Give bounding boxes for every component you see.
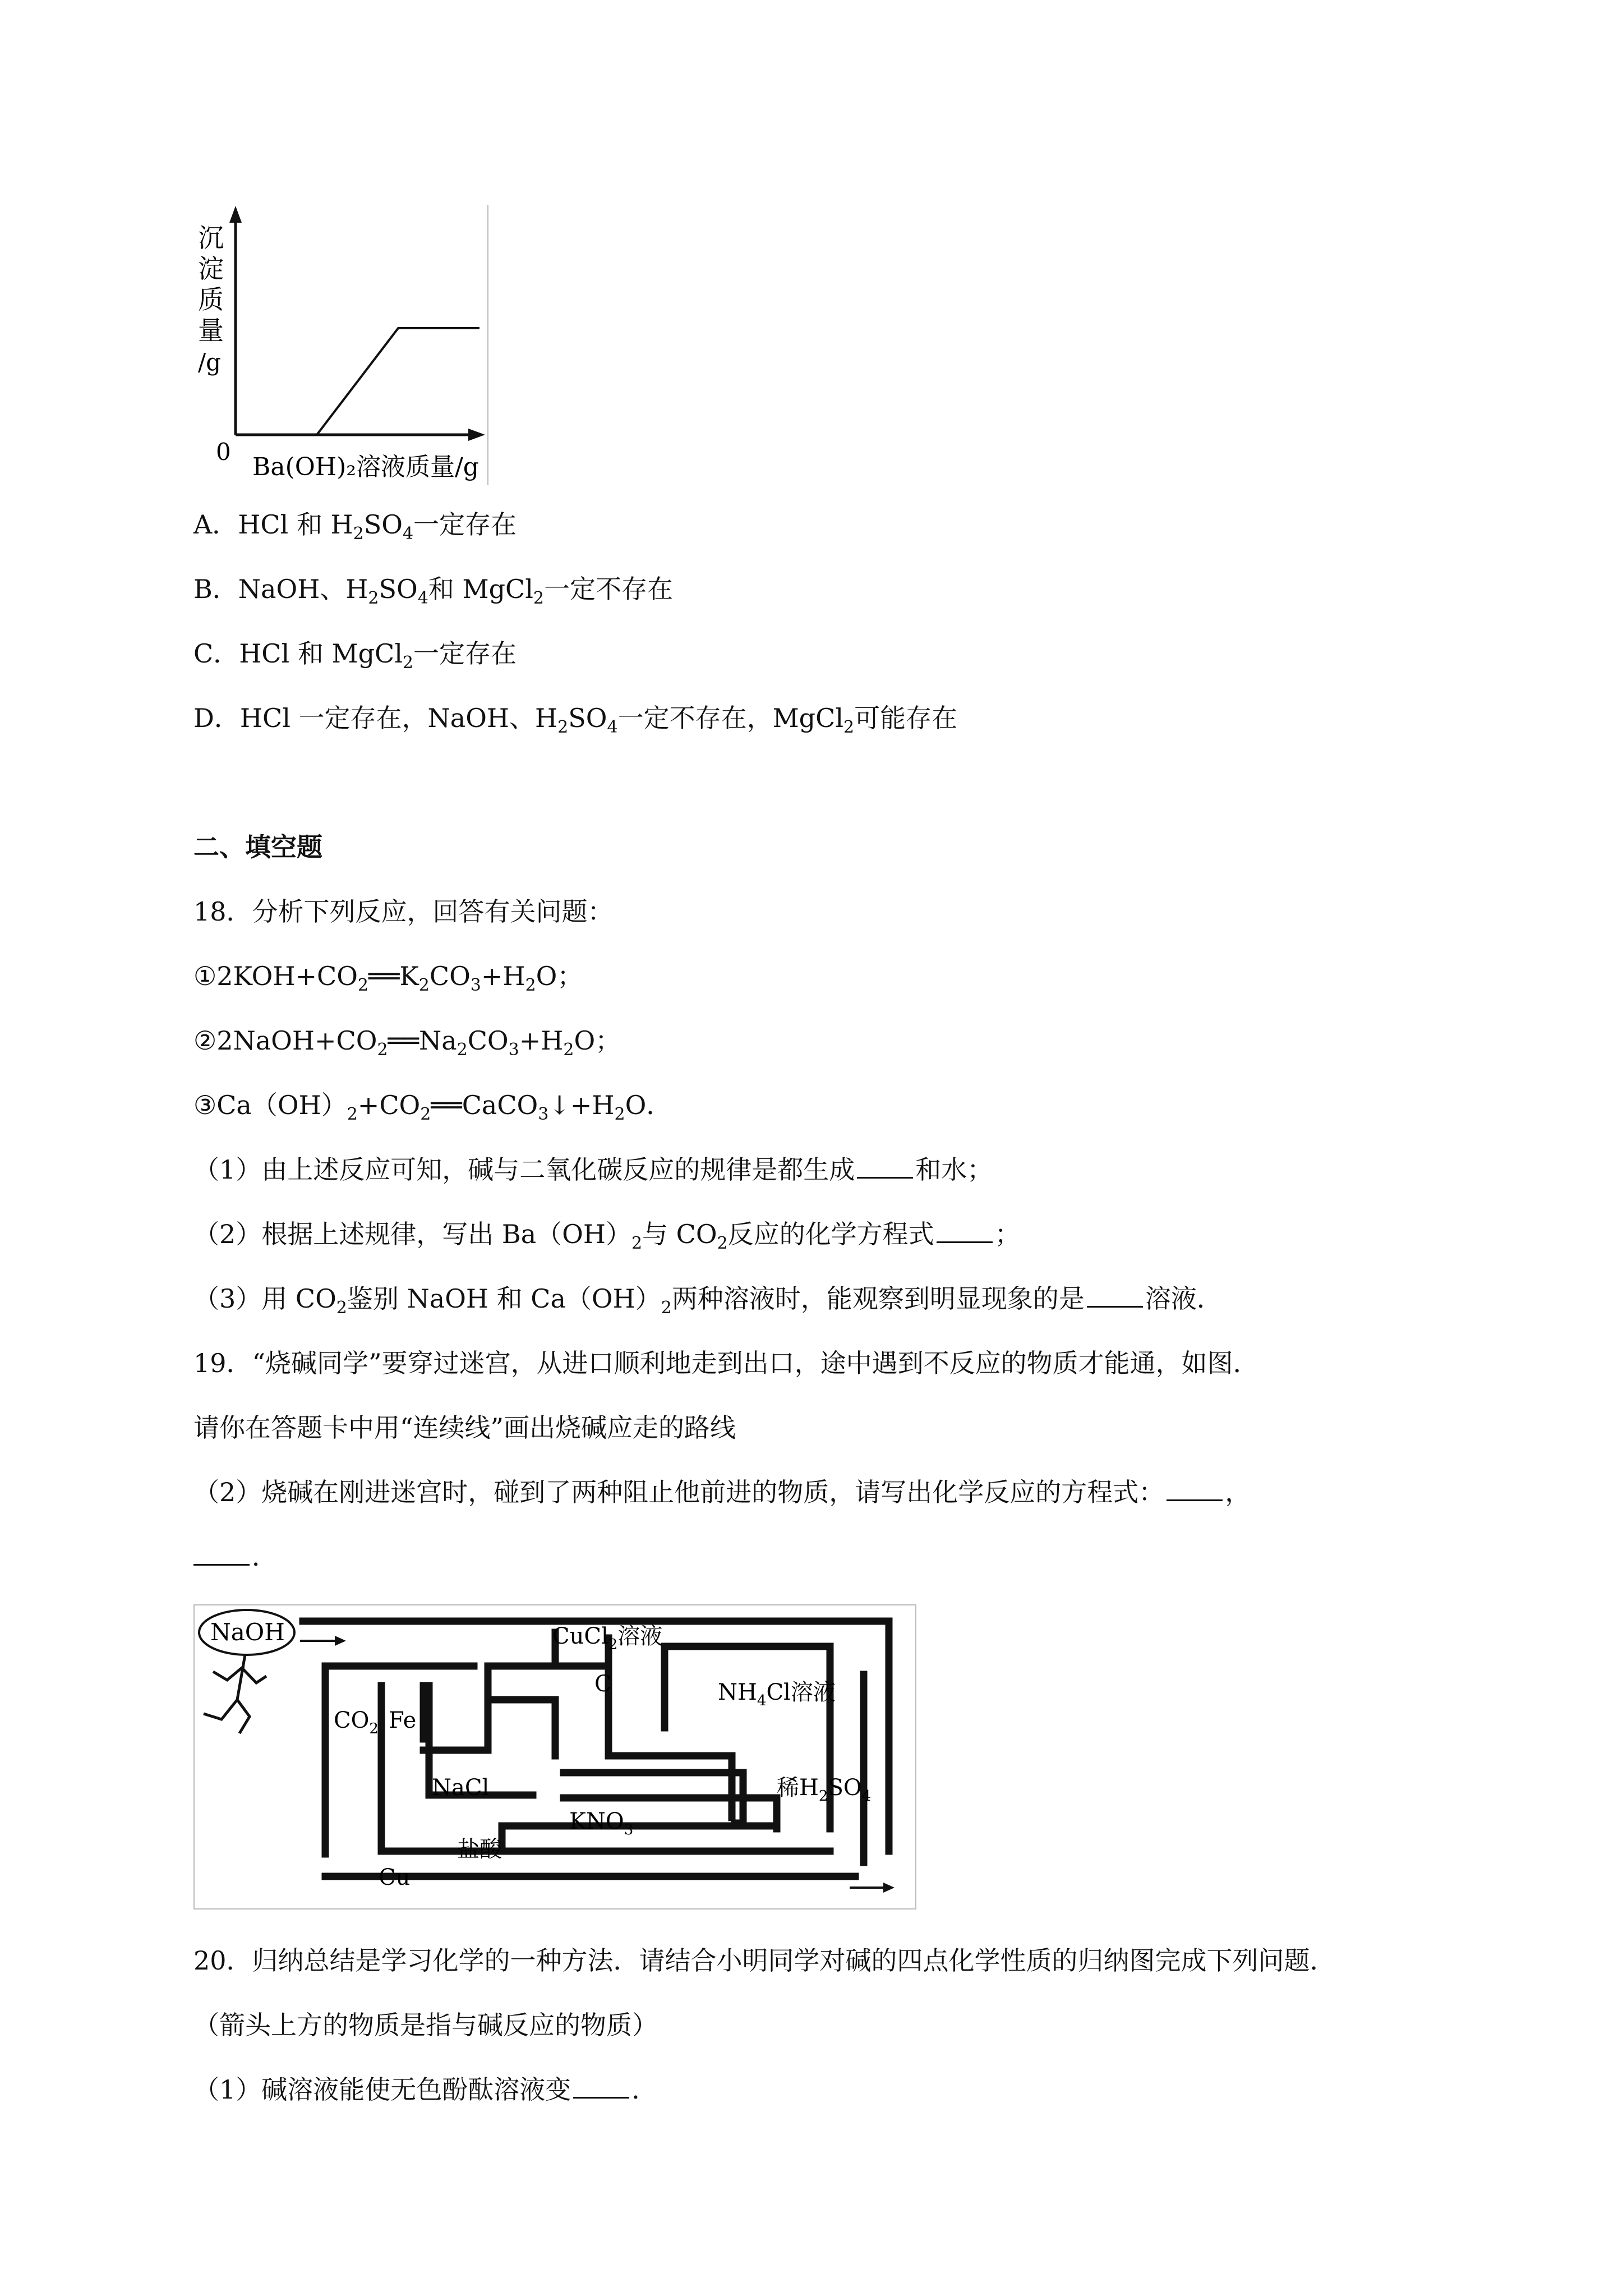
ylabel-char-4: 量 — [198, 315, 224, 346]
section-title: 二、填空题 — [193, 832, 322, 862]
label-cucl2: CuCl$_2$溶液 — [552, 1623, 663, 1653]
q18-eq3: $③Ca(OH)_2+CO_2══CaCO_3↓+H_2O$． — [193, 1090, 672, 1124]
entrance-arrowhead — [335, 1636, 346, 1646]
q18-part2: （2）根据上述规律，写出 $Ba(OH)_2$与 $CO_2$反应的化学方程式 ； — [193, 1219, 1021, 1253]
ylabel-unit: /g — [198, 348, 222, 376]
label-cu: Cu — [379, 1865, 411, 1890]
q19-line2: 请你在答题卡中用“连续线”画出烧碱应走的路线 — [193, 1412, 736, 1443]
label-fe: Fe — [389, 1708, 417, 1733]
ylabel-char-2: 淀 — [198, 254, 224, 284]
stick-figure — [204, 1655, 266, 1733]
answer-blank[interactable] — [573, 2074, 629, 2099]
q19-stem: 19．“烧碱同学”要穿过迷宫，从进口顺利地走到出口，途中遇到不反应的物质才能通，如图． — [193, 1348, 1259, 1378]
label-nacl: NaCl — [432, 1775, 490, 1801]
q20-note: （箭头上方的物质是指与碱反应的物质） — [193, 2010, 658, 2040]
origin-label: 0 — [216, 438, 231, 466]
ylabel-char-3: 质 — [198, 284, 224, 315]
label-nh4cl: $NH_4Cl$溶液 — [718, 1680, 836, 1709]
maze-svg — [193, 1604, 917, 1910]
naoh-label: NaOH — [210, 1618, 285, 1646]
xlabel: Ba(OH)₂溶液质量/g — [252, 453, 479, 481]
label-c: C — [594, 1671, 612, 1697]
q18-stem: 18．分析下列反应，回答有关问题： — [193, 896, 614, 927]
precipitate-chart — [193, 205, 491, 485]
answer-blank[interactable] — [1166, 1477, 1223, 1501]
maze-figure — [193, 1604, 917, 1910]
chart-svg — [193, 205, 491, 485]
series-line — [236, 328, 479, 435]
q18-eq2: $②2NaOH+CO_2══Na_2CO_3+H_2O$； — [193, 1025, 621, 1060]
option-d: D．HCl 一定存在，NaOH、$H_2SO_4$一定不存在，MgCl$_2$可能存在 — [193, 703, 958, 737]
label-h2so4: 稀$H_2SO_4$ — [777, 1775, 872, 1805]
option-c: C．HCl 和 MgCl$_2$一定存在 — [193, 638, 517, 673]
option-a: A．HCl 和 $H_2SO_4$一定存在 — [193, 509, 517, 544]
label-kno3: $KNO_3$ — [569, 1809, 634, 1838]
q20-part1: （1）碱溶液能使无色酚酞溶液变 ． — [193, 2074, 658, 2105]
ylabel-char-1: 沉 — [198, 223, 224, 253]
y-axis-arrow — [229, 206, 242, 223]
q19-part2-cont: ． — [193, 1540, 278, 1573]
answer-blank[interactable] — [857, 1154, 913, 1179]
answer-blank[interactable] — [193, 1542, 250, 1566]
q19-part2: （2）烧碱在刚进迷宫时，碰到了两种阻止他前进的物质，请写出化学反应的方程式： ， — [193, 1477, 1251, 1507]
maze-walls — [303, 1621, 889, 1876]
q20-stem: 20．归纳总结是学习化学的一种方法．请结合小明同学对碱的四点化学性质的归纳图完成下列问题． — [193, 1945, 1336, 1976]
q18-part1: （1）由上述反应可知，碱与二氧化碳反应的规律是都生成 和水； — [193, 1154, 993, 1185]
answer-blank[interactable] — [937, 1219, 993, 1243]
x-axis-arrow — [468, 429, 485, 441]
answer-blank[interactable] — [1087, 1283, 1143, 1308]
label-hcl: 盐酸 — [457, 1837, 502, 1862]
label-co2: $CO_2$ — [334, 1708, 379, 1737]
option-b: B．NaOH、$H_2SO_4$和 MgCl$_2$一定不存在 — [193, 574, 674, 608]
q18-part3: （3）用 $CO_2$鉴别 NaOH 和 $Ca(OH)_2$两种溶液时，能观察到明显现象的是 溶液． — [193, 1283, 1223, 1318]
exit-arrowhead — [883, 1883, 895, 1893]
q18-eq1: $①2KOH+CO_2══K_2CO_3+H_2O$； — [193, 961, 583, 995]
